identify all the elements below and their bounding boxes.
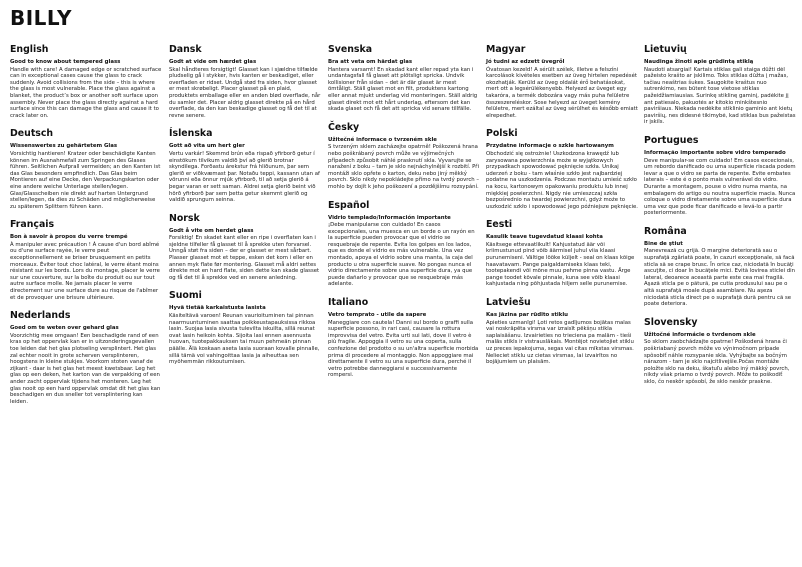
language-heading: Magyar [486, 44, 526, 55]
column-2 [169, 44, 321, 375]
language-heading: Nederlands [10, 310, 71, 322]
section-text: Deve manipular-se com cuidado! Em casos excecionais, um rebordo danificado ou uma superfície riscada podem levar a que o vidro se parta de repente. Evite embates laterais – este é o ponto mais vulnerável do vidro. Durante a montagem, pouse o vidro numa manta, na embalagem do artigo ou noutra superfície macia. Nunca coloque o vidro diretamente sobre uma superfície dura uma vez que pode ficar danificado e levá-lo a partir posteriormente. [644, 157, 796, 217]
section-subheading: Vetro temprato - utile da sapere [328, 312, 427, 319]
section-dansk [169, 44, 321, 119]
language-heading: Suomi [169, 290, 202, 302]
section-text: Apieties uzmanīgi! Ļoti retos gadījumos bojātas malas vai noskrāpēta virsma var izraisīt pēkšņu stikla saplaisāšanu. Izvairieties no trieciena pa malām - tieši malās stikls ir vistrauslākais. Montējot novietojiet stiklu uz preces iepakojuma, segas vai citas mīkstas virsmas. Nelieciet stiklu uz cietas virsmas, lai izvairītos no bojājumiem un plaisām. [486, 319, 634, 366]
language-heading: Eesti [486, 219, 513, 231]
section-polski [486, 128, 638, 210]
section-text: Voorzichtig mee omgaan! Een beschadigde rand of een kras op het oppervlak kan er in uitzonderingsgevallen toe leiden dat het glas plotseling versplintert. Het glas zal echter nooit in grote scherven versplinteren, hoogstens in kleine stukjes. Voorkom stoten vanaf de zijkant - daar is het glas het meest kwetsbaar. Leg het glas op een deken, het karton van de verpakking of een ander zacht oppervlak tijdens het monteren. Leg het glas nooit op een hard oppervlak omdat dit het glas kan beschadigen en dus sneller tot versplintering kan leiden. [10, 332, 161, 405]
language-heading: Norsk [169, 212, 200, 224]
section-text: Obchodzić się ostrożnie! Uszkodzona krawędź lub zarysowana powierzchnia może w wyjątkowych przypadkach spowodować pęknięcie szkła. Unikaj uderzeń z boku - tam właśnie szkło jest najbardziej podatne na uszkodzenia. Podczas montażu umieść szkło na kocu, kartonowym opakowaniu produktu lub innej miękkiej powierzchni. Nigdy nie umieszczaj szkła bezpośrednio na twardej powierzchni, gdyż może to uszkodzić szkło i spowodować jego późniejsze pęknięcie. [486, 150, 639, 210]
section-norsk [169, 213, 321, 282]
language-heading: Dansk [169, 44, 202, 55]
section-text: Naudoti atsargiai! Kartais stiklas gali staiga dūžti dėl pažeisto krašto ar įskilimo. Toks stiklas dūžta į mažas, tačiau neaštrias šukes. Saugokite kraštus nuo sutrenkimo, nes būtent tose vietose stiklas pažeidžiamiausias. Surinkę stiklinę gaminį, padėkite jį ant patiesalo, pakuotės ar kitokio minkštesnio paviršiaus. Niekada nedėkite stiklinio gaminio ant kietų paviršių, nes didesnė tikimybė, kad stiklas bus pažeistas ir įskils. [644, 66, 796, 126]
language-heading: Deutsch [10, 128, 54, 140]
section-lietuviu [644, 44, 796, 126]
section-suomi [169, 290, 321, 365]
section-subheading: Gott að vita um hert gler [169, 143, 245, 150]
language-heading: Lietuvių [644, 44, 687, 55]
section-subheading: Godt at vide om hærdet glas [169, 59, 257, 65]
section-cesky [328, 122, 480, 191]
section-espanol [328, 200, 480, 289]
section-romana [644, 226, 796, 308]
section-subheading: Užitečné informace o tvrzeném skle [328, 136, 437, 143]
section-subheading: Wissenswertes zu gehärtetem Glas [10, 143, 118, 150]
section-subheading: Informação importante sobre vidro temperado [644, 149, 786, 156]
section-subheading: Jó tudni az edzett üvegről [486, 59, 565, 65]
section-subheading: Užitočné informácie o tvrdenom skle [644, 331, 756, 338]
section-subheading: Bine de ştiut [644, 240, 683, 247]
section-nederlands [10, 310, 162, 405]
section-subheading: Hyvä tietää karkaistusta lasista [169, 305, 266, 312]
section-subheading: Kas jāzina par rūdīto stiklu [486, 312, 569, 319]
section-latviesu [486, 297, 638, 366]
document-title: BILLY [10, 6, 73, 30]
language-heading: Româna [644, 225, 687, 237]
section-slovensky [644, 317, 796, 386]
section-deutsch [10, 128, 162, 210]
section-subheading: Kasulik teave tugevdatud klaasi kohta [486, 234, 603, 241]
section-francais [10, 219, 162, 301]
section-subheading: Bra att veta om härdat glas [328, 59, 413, 65]
section-subheading: Vidrio templado/Información importante [328, 214, 451, 221]
section-text: Forsiktig! En skadet kant eller en ripe i overflaten kan i sjeldne tilfeller få glasset til å sprekke uten forvarsel. Unngå støt fra siden – der er glasset er mest sårbart. Plasser glasset mot et teppe, esken det kom i eller en annen myk flate før montering. Glasset må aldri settes direkte mot en hard flate, siden dette kan skade glasset og få det til å sprekke ved en senere anledning. [169, 235, 320, 281]
language-heading: Svenska [328, 44, 373, 55]
section-subheading: Good to know about tempered glass [10, 59, 121, 65]
column-3 [328, 44, 480, 388]
section-text: À manipuler avec précaution ! À cause d'un bord abîmé ou d'une surface rayée, le verre peut exceptionnellement se briser brusquement en petits morceaux. Éviter tout choc latéral, le verre étant moins résistant sur les bords. Lors du montage, placer le verre sur une couverture, sur la boîte du produit ou sur tout autre surface molle. Ne jamais placer le verre directement sur une surface dure au risque de l'abîmer et de provoquer une brisure ultérieure. [10, 241, 160, 301]
section-text: Käsiteltävä varoen! Reunan vaurioituminen tai pinnan naarmuuntuminen saattaa poikkeustapauksissa rikkoa lasin. Suojaa lasia sivusta tulevilta iskuilta, sillä reunat ovat lasin heikoin kohta. Sijoita lasi ennen asennusta huovan, tuotepakkauksen tai muun pehmeän pinnan päälle. Älä koskaan aseta lasia suoraan kovalle pinnalle, sillä tämä voi vahingoittaa lasia ja aiheuttaa sen myöhemmän rikkoutumisen. [169, 313, 320, 366]
language-heading: Slovensky [644, 316, 698, 328]
section-text: ¡Debe manipularse con cuidado! En casos excepcionales, una muesca en un borde o un rayón en la superficie pueden provocar que el vidrio se resquebraje de repente. Evita los golpes en los lados, que es donde el vidrio es más vulnerable. Una vez montado, apoya el vidrio sobre una manta, la caja del producto u otra superficie suave. No pongas nunca el vidrio directamente sobre una superficie dura, ya que puede dañarlo y provocar que se resquebraje más adelante. [328, 222, 475, 288]
section-text: Hantera varsamt! En skadad kant eller repad yta kan i undantagsfall få glaset att plötsligt spricka. Undvik kollisioner från sidan – det är där glaset är mest ömtåligt. Ställ glaset mot en filt, produktens kartong eller annat mjukt underlag vid monteringen. Ställ aldrig glaset direkt mot ett hårt underlag, eftersom det kan skada glaset och få det att spricka vid senare tillfälle. [328, 66, 478, 113]
section-text: Vorsichtig hantieren! Kratzer oder beschädigte Kanten können im Ausnahmefall zum Springen des Glases führen. Seitlichen Aufprall vermeiden; an den Kanten ist das Glas besonders empfindlich. Das Glas beim Montieren auf eine Decke, den Verpackungskarton oder eine andere weiche Unterlage stellen/legen. Glas/Glasscheiben nie direkt auf harten Untergrund stellen/legen, da dies zu Schäden und möglicherweise zu späterem Splittern führen kann. [10, 150, 161, 210]
section-text: S tvrzeným sklem zacházejte opatrně! Poškozená hrana nebo poškrábaný povrch může ve výjimečných případech způsobit náhlé prasknutí skla. Vyvarujte se naražení z boku – tam je sklo nejnáchylnější k rozbití. Při montáži sklo opřete o karton, deku nebo jiný měkký povrch. Sklo nikdy nepokládejte přímo na tvrdý povrch – mohlo by dojít k jeho poškození a pozdějšímu rozsypání. [328, 144, 480, 190]
language-heading: Íslenska [169, 128, 213, 140]
section-text: Manevrează cu grijă. O margine deteriorată sau o suprafaţă zgâriată poate, în cazuri excepţionale, să facă sticla să se crape brusc. În orice caz, niciodată în bucăţi ascuţite, ci doar în bucăţele mici. Evită lovirea sticlei din lateral, deoarece această parte este cea mai fragilă. Aşază sticla pe o pătură, pe cutia produsului sau pe o altă suprafaţă moale după asamblare. Nu aşeza niciodată sticla direct pe o suprafaţă dură pentru că se poate deteriora. [644, 248, 795, 308]
column-1 [10, 44, 162, 414]
language-heading: Polski [486, 128, 518, 140]
section-text: Maneggiare con cautela! Danni sul bordo o graffi sulla superficie possono, in rari casi, causare la rottura improvvisa del vetro. Evita urti sui lati, dove il vetro è più fragile. Appoggia il vetro su una coperta, sulla confezione del prodotto o su un'altra superficie morbida prima di procedere al montaggio. Non appoggiare mai direttamente il vetro su una superficie dura, perché il vetro potrebbe danneggiarsi e successivamente rompersi. [328, 319, 479, 379]
section-english [10, 44, 162, 119]
section-islenska [169, 128, 321, 203]
language-heading: Portugues [644, 134, 699, 146]
language-heading: Italiano [328, 297, 369, 309]
section-portugues [644, 135, 796, 217]
column-5 [644, 44, 796, 395]
section-subheading: Naudinga žinoti apie grūdintą stiklą [644, 59, 754, 65]
section-text: Vertu varkár! Skemmd brún eða rispað yfirborð getur í einstökum tilvikum valdið því að glerið brotnar skyndilega. Forðastu árekstur frá hliðunum, þar sem glerið er viðkvæmast þar. Notaðu teppi, kassann utan af vörunni eða önnur mjúk yfirborð, til að setja glerið á þegar varan er sett saman. Aldrei setja glerið beint við hörð yfirborð þar sem þetta getur skemmt glerið og valdið sprungum seinna. [169, 150, 320, 204]
section-subheading: Godt å vite om herdet glass [169, 227, 254, 234]
language-heading: Latviešu [486, 297, 531, 309]
language-heading: Français [10, 219, 55, 231]
section-text: Käsitsege ettevaatlikult! Kahjustatud äär või kriimustunud pind võib äärmisel juhul viia klaasi purunemiseni. Vältige lööke küljelt - seal on klaas kõige haavatavam. Pange paigaldamiseks klaas teki, tootepakendi või mõne muu pehme pinna vastu. Ärge pange toodet kõvale pinnale, kuna see võib klaasi kahjustada ning põhjustada hiljem selle purunemise. [486, 241, 635, 288]
section-magyar [486, 44, 638, 119]
language-heading: Español [328, 199, 370, 211]
section-text: So sklom zaobchádzajte opatrne! Poškodená hrana či poškriabaný povrch môže vo výnimočnom prípade spôsobiť náhle rozsypanie skla. Vyhýbajte sa bočným nárazom - tam je sklo najcitlivejšie.Počas montáže položte sklo na deku, škatuľu alebo iný mäkký povrch, nikdy však priamo o tvrdý povrch. Môže to poškodiť sklo, čo neskôr spôsobí, že sklo neskôr praskne. [644, 339, 790, 385]
section-subheading: Bon à savoir à propos du verre trempé [10, 234, 128, 241]
section-subheading: Przydatne informacje o szkle hartowanym [486, 143, 614, 150]
section-eesti [486, 219, 638, 288]
section-text: Skal håndteres forsigtigt! Glasset kan i sjældne tilfælde pludselig gå i stykker, hvis kanten er beskadiget, eller overfladen er ridset. Undgå stød fra siden, hvor glasset er mest skrøbeligt. Placer glasset på en plaid, produktets emballage eller en anden blød overflade, når du samler det. Placer aldrig glasset direkte på en hård overflade, da den kan beskadige glasset og få det til at revne senere. [169, 66, 321, 119]
section-text: Óvatosan kezeld! A sérült szélek, illetve a felszíni karcolások kivételes esetben az üveg hirtelen repedését okozhatják. Kerüld az üveg oldalát érő behatásokat, mert ott a legsérülékenyebb. Helyezd az üveget egy takaróra, a termék dobozára vagy más puha felületre összeszereléskor. Sose helyezd az üveget kemény felületre, mert ezáltal az üveg sérülhet és később emiatt elrepedhet. [486, 66, 638, 119]
column-4 [486, 44, 638, 375]
section-subheading: Goed om te weten over gehard glas [10, 325, 119, 332]
section-svenska [328, 44, 480, 113]
section-text: Handle with care! A damaged edge or scratched surface can in exceptional cases cause the glass to crack suddenly. Avoid collisions from the side – this is where the glass is most vulnerable. Place the glass against a blanket, the product’s box or another soft surface upon assembly. Never place the glass directly against a hard surface since this can damage the glass and cause it to crack later on. [10, 66, 162, 119]
language-heading: Česky [328, 121, 360, 133]
section-italiano [328, 297, 480, 379]
language-heading: English [10, 44, 49, 55]
